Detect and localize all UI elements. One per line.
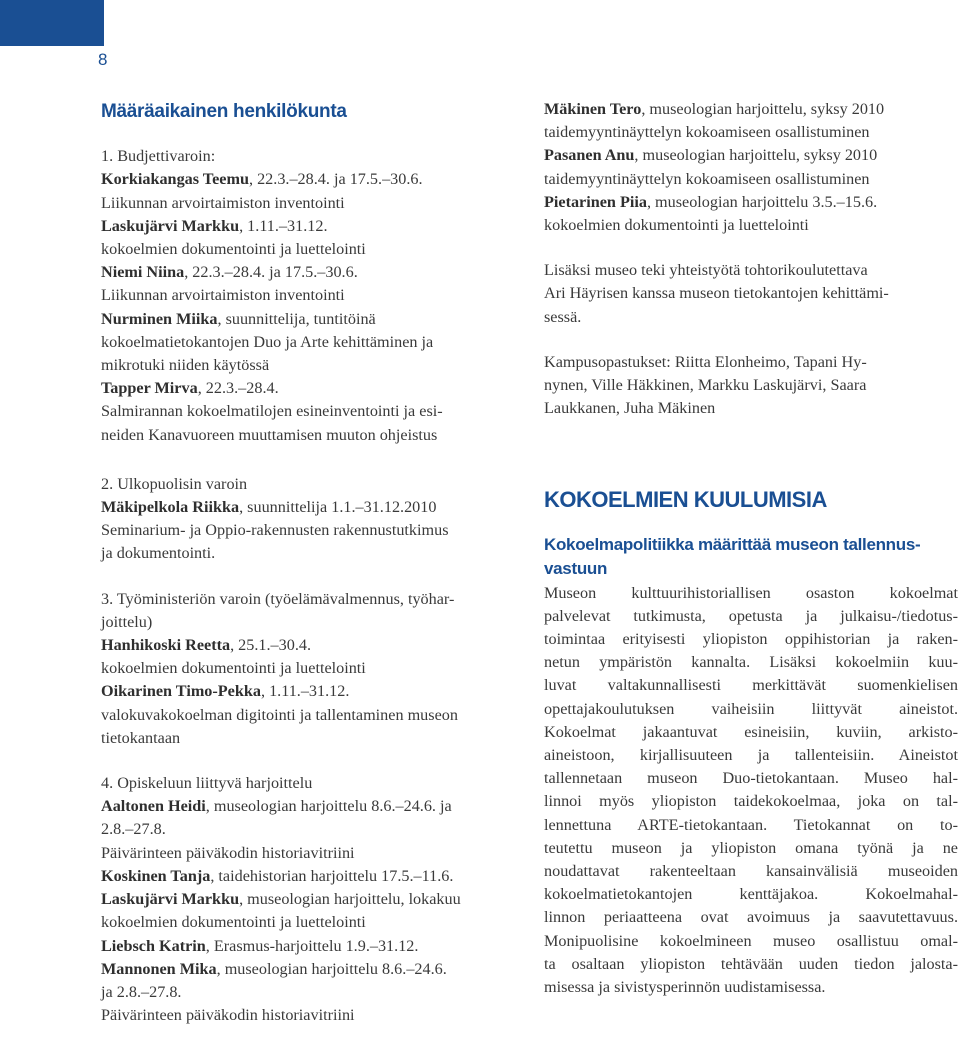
person-name: Oikarinen Timo-Pekka — [101, 682, 261, 701]
staff-entry — [101, 680, 517, 703]
body-line: lennettuna ARTE-tietokantaan. Tietokannat on to- — [544, 815, 958, 834]
staff-entry — [101, 634, 517, 657]
body-line: opettajakoulutuksen vaiheisiin liittyvät aineistot. — [544, 699, 958, 718]
person-name: Pasanen Anu — [544, 146, 635, 165]
person-name: Mannonen Mika — [101, 959, 217, 978]
staff-entry — [101, 215, 517, 238]
staff-entry — [101, 377, 517, 400]
person-name: Hanhikoski Reetta — [101, 636, 231, 655]
body-line: Monipuolisine kokoelmineen museo osallistuu omal- — [544, 931, 958, 950]
entry-description: Liikunnan arvoirtaimiston inventointi — [101, 286, 345, 305]
section-title: 2. Ulkopuolisin varoin — [101, 474, 248, 493]
person-name: Tapper Mirva — [101, 379, 198, 398]
staff-entry — [101, 865, 517, 888]
entry-description: kokoelmien dokumentointi ja luettelointi — [101, 913, 366, 932]
entry-details: , suunnittelija, tuntitöinä — [217, 309, 376, 328]
body-line: noudattavat rakenteeltaan kansainvälisiä museoiden — [544, 862, 958, 881]
subheading-line: vastuun — [544, 558, 608, 578]
body-line: linnoi myös yliopiston taidekokoelmaa, joka on tal- — [544, 792, 958, 811]
entry-description: kokoelmien dokumentointi ja luettelointi — [544, 216, 809, 235]
person-name: Aaltonen Heidi — [101, 797, 206, 816]
section-title: 4. Opiskeluun liittyvä harjoittelu — [101, 774, 313, 793]
staff-entry — [101, 261, 517, 284]
entry-details: , museologian harjoittelu 3.5.–15.6. — [646, 192, 878, 211]
person-name: Koskinen Tanja — [101, 866, 211, 885]
body-line: kokoelmatietokantojen kenttäjakoa. Kokoelmahal- — [544, 885, 958, 904]
entry-details: , museologian harjoittelu 8.6.–24.6. — [216, 959, 447, 978]
page-number: 8 — [98, 50, 108, 69]
entry-details: , Erasmus-harjoittelu 1.9.–31.12. — [205, 936, 419, 955]
person-name: Niemi Niina — [101, 263, 185, 282]
person-name: Liebsch Katrin — [101, 936, 206, 955]
person-name: Mäkinen Tero — [544, 100, 642, 118]
person-name: Laskujärvi Markku — [101, 216, 240, 235]
entry-description: kokoelmatietokantojen Duo ja Arte kehittäminen ja — [101, 332, 434, 351]
entry-details: 2.8.–27.8. — [101, 820, 166, 839]
entry-details: , 25.1.–30.4. — [230, 636, 312, 655]
body-line: ta osaltaan yliopiston tehtävään uuden tiedon jalosta- — [544, 954, 958, 973]
staff-entry — [544, 144, 958, 167]
person-name: Mäkipelkola Riikka — [101, 498, 240, 517]
entry-description: Päivärinteen päiväkodin historiavitriini — [101, 1006, 355, 1025]
section-title: 1. Budjettivaroin: — [101, 147, 216, 166]
person-name: Korkiakangas Teemu — [101, 170, 249, 189]
person-name: Nurminen Miika — [101, 309, 218, 328]
entry-details: , taidehistorian harjoittelu 17.5.–11.6. — [210, 866, 454, 885]
staff-heading: Määräaikainen henkilökunta — [101, 101, 347, 122]
entry-details: , museologian harjoittelu, syksy 2010 — [634, 146, 878, 165]
entry-description: valokuvakokoelman digitointi ja tallentaminen museon — [101, 705, 458, 724]
section-title: joittelu) — [101, 612, 153, 631]
staff-entry — [101, 496, 517, 519]
entry-description: taidemyyntinäyttelyn kokoamiseen osallistuminen — [544, 169, 870, 188]
staff-entry — [101, 795, 517, 818]
staff-entry — [101, 958, 517, 981]
body-paragraph — [544, 582, 958, 1000]
paragraph-line: Kampusopastukset: Riitta Elonheimo, Tapani Hy- — [544, 352, 867, 371]
person-name: Pietarinen Piia — [544, 192, 647, 211]
entry-details: , 22.3.–28.4. — [197, 379, 279, 398]
entry-details: , museologian harjoittelu, lokakuu — [239, 890, 461, 909]
body-line: linnon periaatteena ovat avoimuus ja saavutettavuus. — [544, 908, 958, 927]
staff-entry — [544, 191, 958, 214]
body-line: luvat valtakunnallisesti merkittävät suomenkielisen — [544, 676, 958, 695]
entry-description: tietokantaan — [101, 728, 181, 747]
body-line: Kokoelmat jakaantuvat esineisiin, kuviin, arkisto- — [544, 722, 958, 741]
header-color-bar — [0, 0, 104, 46]
body-line: palvelevat tutkimusta, opetusta ja julkaisu-/tiedotus- — [544, 606, 958, 625]
entry-description: Liikunnan arvoirtaimiston inventointi — [101, 193, 345, 212]
staff-entry — [101, 168, 517, 191]
entry-details: ja 2.8.–27.8. — [101, 982, 182, 1001]
subheading-line: Kokoelmapolitiikka määrittää museon tallennus- — [544, 534, 921, 554]
staff-entry — [544, 98, 958, 121]
paragraph-line: Lisäksi museo teki yhteistyötä tohtorikoulutettava — [544, 261, 868, 280]
paragraph-line: Ari Häyrisen kanssa museon tietokantojen kehittämi- — [544, 284, 889, 303]
person-name: Laskujärvi Markku — [101, 890, 240, 909]
entry-description: Päivärinteen päiväkodin historiavitriini — [101, 843, 355, 862]
entry-description: taidemyyntinäyttelyn kokoamiseen osallistuminen — [544, 123, 870, 142]
right-column — [544, 98, 958, 999]
body-line: toimintaa erityisesti yliopiston oppihistorian ja raken- — [544, 630, 958, 649]
entry-description: mikrotuki niiden käytössä — [101, 356, 270, 375]
paragraph-line: Laukkanen, Juha Mäkinen — [544, 399, 716, 418]
entry-details: , museologian harjoittelu 8.6.–24.6. ja — [205, 797, 452, 816]
body-line: aineistoon, kirjallisuuteen ja tallenteisiin. Aineistot — [544, 746, 958, 765]
entry-description: kokoelmien dokumentointi ja luettelointi — [101, 659, 366, 678]
entry-description: Seminarium- ja Oppio-rakennusten rakennustutkimus — [101, 521, 449, 540]
entry-details: , 1.11.–31.12. — [239, 216, 328, 235]
entry-description: Salmirannan kokoelmatilojen esineinventointi ja esi- — [101, 402, 443, 421]
entry-details: , museologian harjoittelu, syksy 2010 — [641, 100, 885, 118]
body-line: misessa ja sivistysperinnön uudistamisessa. — [544, 978, 826, 997]
section-heading: KOKOELMIEN KUULUMISIA — [544, 487, 827, 513]
entry-details: , 22.3.–28.4. ja 17.5.–30.6. — [184, 263, 358, 282]
body-line: teutettu museon ja yliopiston omana työnä ja ne — [544, 838, 958, 857]
entry-description: ja dokumentointi. — [101, 544, 216, 563]
paragraph-line: sessä. — [544, 307, 582, 326]
section-title: 3. Työministeriön varoin (työelämävalmennus, työhar- — [101, 589, 455, 608]
staff-entry — [101, 888, 517, 911]
body-line: Museon kulttuurihistoriallisen osaston kokoelmat — [544, 583, 958, 602]
body-line: tallennetaan museon Duo-tietokantaan. Museo hal- — [544, 769, 958, 788]
body-line: netun ympäristön kannalta. Lisäksi kokoelmiin kuu- — [544, 653, 958, 672]
paragraph-line: nynen, Ville Häkkinen, Markku Laskujärvi, Saara — [544, 376, 867, 395]
entry-details: , suunnittelija 1.1.–31.12.2010 — [239, 498, 437, 517]
staff-entry — [101, 308, 517, 331]
left-column — [101, 98, 517, 1027]
entry-details: , 22.3.–28.4. ja 17.5.–30.6. — [248, 170, 423, 189]
entry-description: neiden Kanavuoreen muuttamisen muuton ohjeistus — [101, 425, 438, 444]
entry-description: kokoelmien dokumentointi ja luettelointi — [101, 240, 366, 259]
staff-entry — [101, 935, 517, 958]
entry-details: , 1.11.–31.12. — [260, 682, 350, 701]
